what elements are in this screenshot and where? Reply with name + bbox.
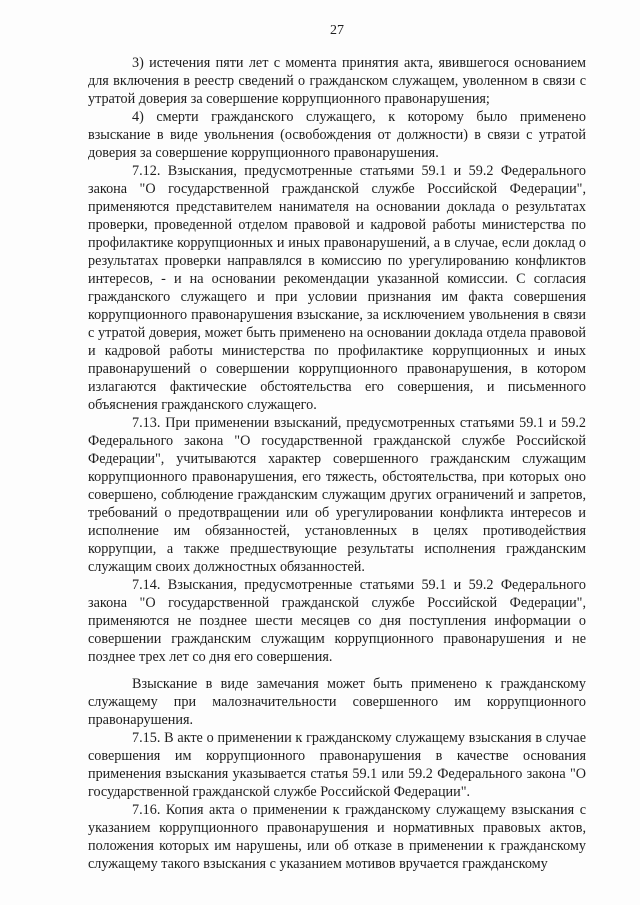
- paragraph-reprimand: Взыскание в виде замечания может быть применено к гражданскому служащему при малозначительности совершенного им коррупционного правонарушения.: [88, 676, 586, 728]
- paragraph-clause-3: 3) истечения пяти лет с момента принятия акта, явившегося основанием для включения в реестр сведений о гражданском служащем, уволенном в связи с утратой доверия за совершение коррупционного правонарушения;: [88, 55, 586, 107]
- paragraph-7-12: 7.12. Взыскания, предусмотренные статьями 59.1 и 59.2 Федерального закона "О государственной гражданской службе Российской Федерации", применяются представителем нанимателя на основании доклада о результатах проверки, проведенной отделом правовой и кадровой работы министерства по профилактике коррупционных и иных правонарушений, а в случае, если доклад о результатах проверки направлялся в комиссию по урегулированию конфликтов интересов, - и на основании рекомендации указанной комиссии. С согласия гражданского служащего и при условии признания им факта совершения коррупционного правонарушения взыскание, за исключением увольнения в связи с утратой доверия, может быть применено на основании доклада отдела правовой и кадровой работы министерства по профилактике коррупционных и иных правонарушений о совершении коррупционного правонарушения, в котором излагаются фактические обстоятельства его совершения, и письменного объяснения гражданского служащего.: [88, 163, 586, 413]
- paragraph-7-14: 7.14. Взыскания, предусмотренные статьями 59.1 и 59.2 Федерального закона "О государственной гражданской службе Российской Федерации", применяются не позднее шести месяцев со дня поступления информации о совершении гражданским служащим коррупционного правонарушения и не позднее трех лет со дня его совершения.: [88, 577, 586, 665]
- paragraph-7-15: 7.15. В акте о применении к гражданскому служащему взыскания в случае совершения им коррупционного правонарушения в качестве основания применения взыскания указывается статья 59.1 или 59.2 Федерального закона "О государственной гражданской службе Российской Федерации".: [88, 730, 586, 800]
- paragraph-clause-4: 4) смерти гражданского служащего, к которому было применено взыскание в виде увольнения (освобождения от должности) в связи с утратой доверия за совершение коррупционного правонарушения.: [88, 109, 586, 161]
- paragraph-7-16: 7.16. Копия акта о применении к гражданскому служащему взыскания с указанием коррупционного правонарушения и нормативных правовых актов, положения которых им нарушены, или об отказе в применении к гражданскому служащему такого взыскания с указанием мотивов вручается гражданскому: [88, 802, 586, 872]
- page-number: 27: [330, 23, 344, 38]
- paragraph-7-13: 7.13. При применении взысканий, предусмотренных статьями 59.1 и 59.2 Федерального закона "О государственной гражданской службе Российской Федерации", учитываются характер совершенного гражданским служащим коррупционного правонарушения, его тяжесть, обстоятельства, при которых оно совершено, соблюдение гражданским служащим других ограничений и запретов, требований о предотвращении или об урегулировании конфликта интересов и исполнение им обязанностей, установленных в целях противодействия коррупции, а также предшествующие результаты исполнения гражданским служащим своих должностных обязанностей.: [88, 415, 586, 575]
